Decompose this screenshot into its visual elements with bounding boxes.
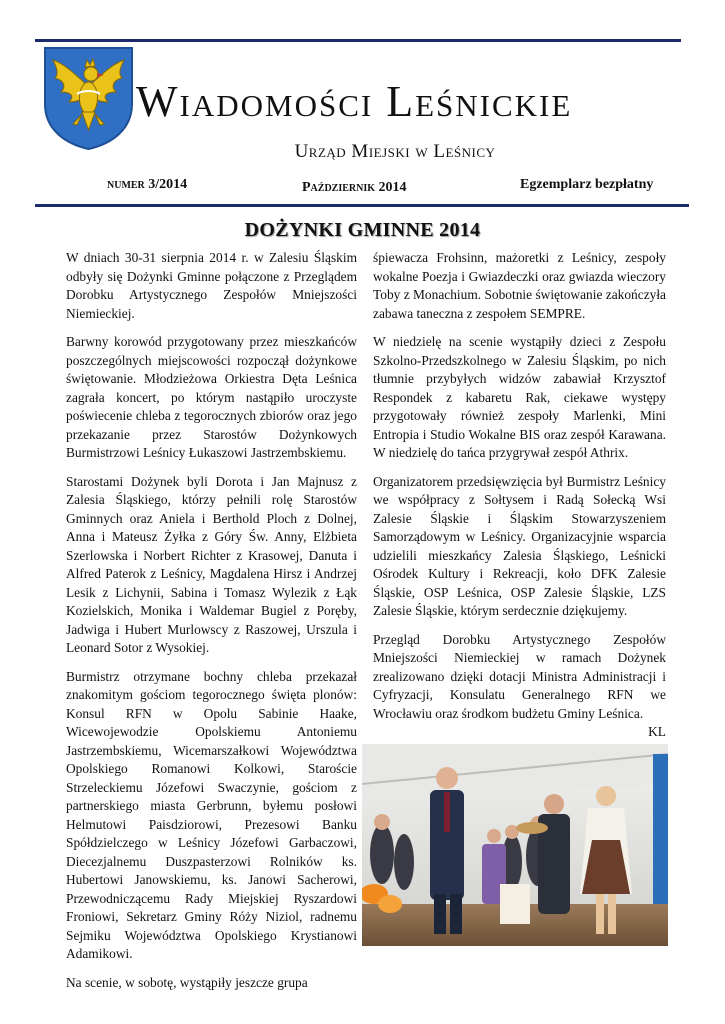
article-paragraph: Starostami Dożynek byli Dorota i Jan Majnusz z Zalesia Śląskiego, którzy pełnili rolę Starostów Gminnych oraz Aniela i Berthold Ploch z Dolnej, Anna i Mateusz Żyłka z Góry Św. Anny, Elżbieta Szerlowska i Norbert Richter z Krasowej, Danuta i Alfred Paterok z Leśnicy, Magdalena Hirsz i Andrzej Lesik z Lichynii, Sabina i Tomasz Wylezik z Łąk Kozielskich, Monika i Waldemar Bugiel z Poręby, Jadwiga i Hubert Murlowscy z Raszowej, Urszula i Leonard Sotor z Wysokiej. (66, 473, 357, 655)
article-paragraph: śpiewacza Frohsinn, mażoretki z Leśnicy, zespoły wokalne Poezja i Gwiazdeczki oraz gwiazda wieczory Toby z Monachium. Sobotnie świętowanie zakończyła zabawa taneczna z zespołem SEMPRE. (373, 250, 666, 321)
article-paragraph: Barwny korowód przygotowany przez mieszkańców poszczególnych miejscowości rozpoczął dożynkowe świętowanie. Młodzieżowa Orkiestra Dęta Leśnica zagrała koncert, po którym nastąpiło uroczyste poświecenie chleba z tegorocznych zbiorów oraz jego przekazanie przez Starostów Dożynkowych Burmistrzowi Leśnicy Łukaszowi Jastrzembskiemu. (66, 334, 357, 460)
article-left-column (66, 249, 357, 1002)
article-paragraph: Na scenie, w sobotę, wystąpiły jeszcze grupa (66, 974, 308, 990)
masthead-subtitle: Urząd Miejski w Leśnicy (294, 141, 496, 162)
article-paragraph: W niedzielę na scenie wystąpiły dzieci z Zespołu Szkolno-Przedszkolnego w Zalesiu Śląskim, po nich tłumnie przybyłych widzów zabawiał Krzysztof Respondek z kabaretu Rak, ciekawe występy przygotowały również zespoły Marlenki, Mini Entropia i Studio Wokalne BIS oraz zespół Karawana. W niedzielę do tańca przygrywał zespół Athrix. (373, 334, 666, 460)
article-paragraph: Organizatorem przedsięwzięcia był Burmistrz Leśnicy we współpracy z Sołtysem i Radą Sołecką Wsi Zalesie Śląskie i Śląskim Stowarzyszeniem Samorządowym w Leśnicy. Organizacyjnie wsparcia udzielili mieszkańcy Zalesia Śląskiego, Leśnicki Ośrodek Kultury i Rekreacji, koło DFK Zalesie Śląskie, OSP Leśnica, OSP Zalesie Śląskie, LZS Zalesie Śląskie, którym serdecznie dziękujemy. (373, 473, 666, 618)
article-right-column (373, 249, 666, 742)
bottom-rule (35, 204, 689, 207)
article-signature: KL (648, 724, 666, 739)
free-copy-label: Egzemplarz bezpłatny (520, 177, 654, 192)
article-paragraph: Burmistrz otrzymane bochny chleba przekazał znakomitym gościom tegorocznego święta plonów: Konsul RFN w Opolu Sabinie Haake, Wicewojewodzie Opolskiemu Antoniemu Jastrzembskiemu, Wicemarszałkowi Województwa Opolskiego Romanowi Kolkowi, Staroście Strzeleckiemu Józefowi Swaczynie, gościom z partnerskiego miasta Gerbrunn, byłemu posłowi Helmutowi Paisdziorowi, Prezesowi Banku Spółdzielczego w Leśnicy Józefowi Garbaczowi, Diecezjalnemu Duszpasterzowi Rolników ks. Hubertowi Janowskiemu, ks. Janowi Sacherowi, Przewodniczącemu Rady Miejskiej Ryszardowi Froniowi, Sekretarz Gminy Róży Niziol, radnemu Sejmiku Województwa Opolskiego Krystianowi Adamikowi. (66, 668, 357, 961)
masthead-title: Wiadomości Leśnickie (136, 77, 573, 126)
harvest-festival-photo-icon (362, 744, 668, 946)
top-rule (35, 39, 681, 42)
eagle-coat-of-arms-icon (43, 46, 134, 150)
article-paragraph: Przegląd Dorobku Artystycznego Zespołów Mniejszości Niemieckiej w ramach Dożynek zrealizowano dzięki dotacji Ministra Administracji i Cyfryzacji, Konsulatu Generalnego RFN we Wrocławiu oraz środkom budżetu Gminy Leśnica. (373, 631, 666, 721)
article-paragraph: W dniach 30-31 sierpnia 2014 r. w Zalesiu Śląskim odbyły się Dożynki Gminne połączone z Przeglądem Dorobku Artystycznego Zespołów Mniejszości Niemieckiej. (66, 250, 357, 321)
issue-number: numer 3/2014 (107, 177, 188, 192)
article-headline: DOŻYNKI GMINNE 2014 (244, 219, 481, 241)
issue-date: Październik 2014 (302, 180, 407, 195)
